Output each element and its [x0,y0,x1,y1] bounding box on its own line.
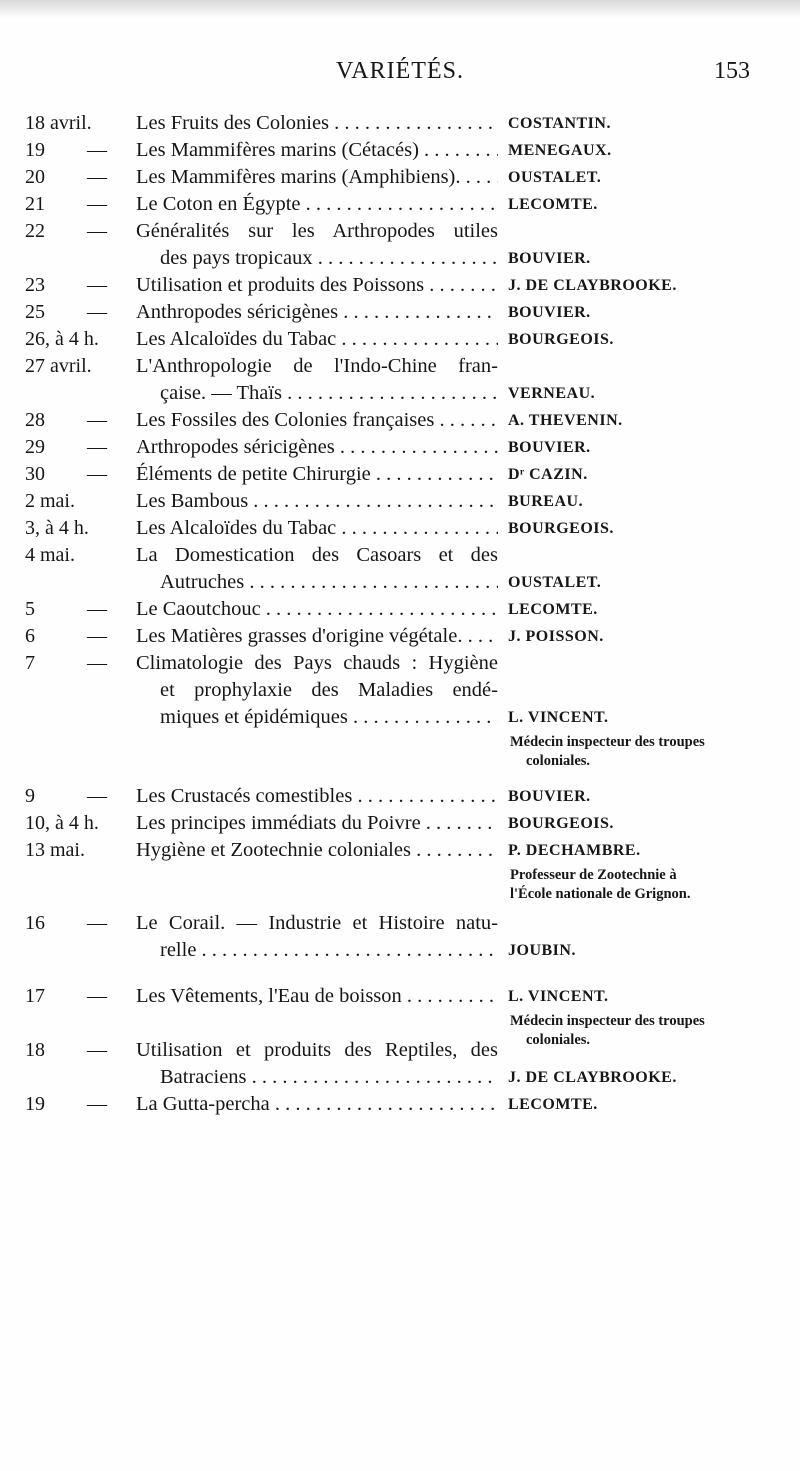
entry-line [0,353,800,380]
entry-line [0,937,800,964]
lecture-title-line: Utilisation et produits des Reptiles, des [136,1039,498,1061]
lecture-title-line: Hygiène et Zootechnie coloniales . . . [136,837,498,864]
entry-line [0,245,800,272]
schedule-entry [0,542,800,596]
schedule-entry [0,783,800,810]
entry-ditto-dash: — [87,463,107,485]
schedule-entry [0,191,800,218]
schedule-entry [0,461,800,488]
entry-line [0,218,800,245]
lecture-title-line: Le Caoutchouc . . . [136,596,498,623]
entry-ditto-dash: — [87,436,107,458]
entry-ditto-dash: — [87,785,107,807]
entry-date: 22 [25,220,45,242]
lecturer-name: L. VINCENT. [508,709,609,726]
lecturer-name: JOUBIN. [508,942,576,959]
entry-line [0,542,800,569]
entry-date: 6 [25,625,35,647]
lecture-title-line: Les Bambous . . . [136,488,498,515]
lecturer-title-note: Médecin inspecteur des troupes [510,1013,705,1029]
schedule-entry [0,650,800,769]
entry-line [0,110,800,137]
schedule-entry [0,326,800,353]
lecturer-name: BUREAU. [508,493,584,510]
lecture-title-line: Les Fossiles des Colonies françaises . . . [136,407,498,434]
lecture-title-line: çaise. — Thaïs . . . [160,380,498,407]
entry-line [0,1064,800,1091]
entry-line [0,783,800,810]
lecture-title-line: relle . . . [160,937,498,964]
lecturer-name: J. DE CLAYBROOKE. [508,1069,677,1086]
lecturer-name: OUSTALET. [508,169,602,186]
lecturer-title-note: coloniales. [526,753,591,769]
entry-line [0,704,800,731]
lecture-title-line: Généralités sur les Arthropodes utiles [136,220,498,242]
lecture-title-line: Les Alcaloïdes du Tabac . . . [136,515,498,542]
entry-date: 17 [25,985,45,1007]
lecture-title-line: Les Vêtements, l'Eau de boisson . . . [136,983,498,1010]
lecture-title-line: Anthropodes séricigènes . . . [136,299,498,326]
entry-line [0,272,800,299]
lecturer-name: COSTANTIN. [508,115,611,132]
entry-line [0,326,800,353]
entry-date: 20 [25,166,45,188]
lecturer-name: Dʳ CAZIN. [508,466,588,483]
lecturer-name: L. VINCENT. [508,988,609,1005]
entry-date: 19 [25,139,45,161]
schedule-entry [0,299,800,326]
schedule-entry [0,218,800,272]
lecturer-name: P. DECHAMBRE. [508,842,641,859]
lecturer-name: OUSTALET. [508,574,602,591]
entry-date: 10, à 4 h. [25,812,99,834]
entry-date: 27 avril. [25,355,92,377]
lecturer-name: BOURGEOIS. [508,815,614,832]
schedule-entry [0,623,800,650]
entry-line [0,461,800,488]
schedule-entry [0,488,800,515]
entry-ditto-dash: — [87,625,107,647]
entry-line [0,650,800,677]
entry-ditto-dash: — [87,193,107,215]
lecturer-title-note: l'École nationale de Grignon. [510,886,691,902]
entry-line [0,164,800,191]
lecture-title-line: Le Coton en Égypte . . . [136,191,498,218]
lecturer-title-note: Médecin inspecteur des troupes [510,734,705,750]
entry-date: 4 mai. [25,544,75,566]
entry-line [0,1091,800,1118]
lecturer-name: J. DE CLAYBROOKE. [508,277,677,294]
lecturer-name: LECOMTE. [508,601,598,618]
entry-date: 26, à 4 h. [25,328,99,350]
entry-ditto-dash: — [87,166,107,188]
lecture-title-line: La Gutta-percha . . . [136,1091,498,1118]
lecture-title-line: des pays tropicaux . . . [160,245,498,272]
lecture-title-line: Les Matières grasses d'origine végétale. . . . [136,623,498,650]
entry-ditto-dash: — [87,598,107,620]
schedule-entry [0,1091,800,1118]
schedule-entry [0,515,800,542]
entry-line [0,677,800,704]
entry-date: 2 mai. [25,490,75,512]
entry-ditto-dash: — [87,912,107,934]
entry-date: 19 [25,1093,45,1115]
lecture-title-line: Les Mammifères marins (Cétacés) . . . [136,137,498,164]
lecture-title-line: Climatologie des Pays chauds : Hygiène [136,652,498,674]
entry-ditto-dash: — [87,985,107,1007]
lecturer-name: LECOMTE. [508,1096,598,1113]
lecture-title-line: Utilisation et produits des Poissons . . . [136,272,498,299]
lecturer-name: LECOMTE. [508,196,598,213]
lecture-title-line: La Domestication des Casoars et des [136,544,498,566]
lecturer-title-note: Professeur de Zootechnie à [510,867,677,883]
schedule-entry [0,596,800,623]
lecture-title-line: miques et épidémiques . . . [160,704,498,731]
entry-line [0,515,800,542]
lecturer-name: VERNEAU. [508,385,596,402]
entry-date: 30 [25,463,45,485]
entry-date: 7 [25,652,35,674]
entry-date: 29 [25,436,45,458]
entry-ditto-dash: — [87,220,107,242]
lecture-title-line: L'Anthropologie de l'Indo-Chine fran- [136,355,498,377]
schedule-entry [0,110,800,137]
entry-date: 3, à 4 h. [25,517,89,539]
entry-date: 16 [25,912,45,934]
entry-line [0,1037,800,1064]
schedule-entry [0,983,800,1048]
entry-date: 18 avril. [25,112,92,134]
schedule-entry [0,272,800,299]
schedule-entry [0,353,800,407]
entry-line [0,137,800,164]
entry-ditto-dash: — [87,409,107,431]
lecture-title-line: Le Corail. — Industrie et Histoire natu- [136,912,498,934]
entry-date: 5 [25,598,35,620]
lecture-title-line: Batraciens . . . [160,1064,498,1091]
entry-line [0,983,800,1010]
lecture-title-line: Autruches . . . [160,569,498,596]
entry-line [0,434,800,461]
lecture-title-line: Les Crustacés comestibles . . . [136,783,498,810]
schedule-entry [0,137,800,164]
lecture-title-line: Les Alcaloïdes du Tabac . . . [136,326,498,353]
entry-line [0,837,800,864]
entry-line [0,623,800,650]
lecturer-name: BOUVIER. [508,304,591,321]
lecture-title-line: et prophylaxie des Maladies endé- [160,679,498,701]
schedule-entry [0,164,800,191]
schedule-entry [0,407,800,434]
entry-date: 13 mai. [25,839,85,861]
schedule-entry [0,910,800,964]
lecture-title-line: Arthropodes séricigènes . . . [136,434,498,461]
lecturer-name: BOUVIER. [508,250,591,267]
lecturer-name: J. POISSON. [508,628,604,645]
entry-date: 18 [25,1039,45,1061]
running-head-title: VARIÉTÉS. [336,58,464,84]
entry-ditto-dash: — [87,1039,107,1061]
page-number: 153 [714,58,750,84]
entry-line [0,569,800,596]
lecturer-title-note: coloniales. [526,1032,591,1048]
entry-date: 28 [25,409,45,431]
schedule-entry [0,837,800,902]
entry-line [0,810,800,837]
lecturer-name: BOUVIER. [508,439,591,456]
entry-line [0,596,800,623]
entry-line [0,488,800,515]
scan-edge-shadow [0,0,800,18]
lecturer-name: BOURGEOIS. [508,331,614,348]
lecture-title-line: Les Mammifères marins (Amphibiens). . . . [136,164,498,191]
entry-ditto-dash: — [87,274,107,296]
entry-line [0,910,800,937]
entry-line [0,380,800,407]
lecture-title-line: Les principes immédiats du Poivre . . . [136,810,498,837]
entry-ditto-dash: — [87,652,107,674]
lecture-title-line: Les Fruits des Colonies . . . [136,110,498,137]
entry-date: 25 [25,301,45,323]
entry-line [0,407,800,434]
schedule-entry [0,1037,800,1091]
entry-date: 9 [25,785,35,807]
entry-line [0,299,800,326]
lecturer-name: MENEGAUX. [508,142,612,159]
entry-date: 23 [25,274,45,296]
entry-date: 21 [25,193,45,215]
schedule-entry [0,810,800,837]
entry-line [0,191,800,218]
lecturer-name: A. THEVENIN. [508,412,623,429]
entry-ditto-dash: — [87,1093,107,1115]
lecturer-name: BOUVIER. [508,788,591,805]
lecture-title-line: Éléments de petite Chirurgie . . . [136,461,498,488]
entry-ditto-dash: — [87,301,107,323]
entry-ditto-dash: — [87,139,107,161]
schedule-entry [0,434,800,461]
lecturer-name: BOURGEOIS. [508,520,614,537]
